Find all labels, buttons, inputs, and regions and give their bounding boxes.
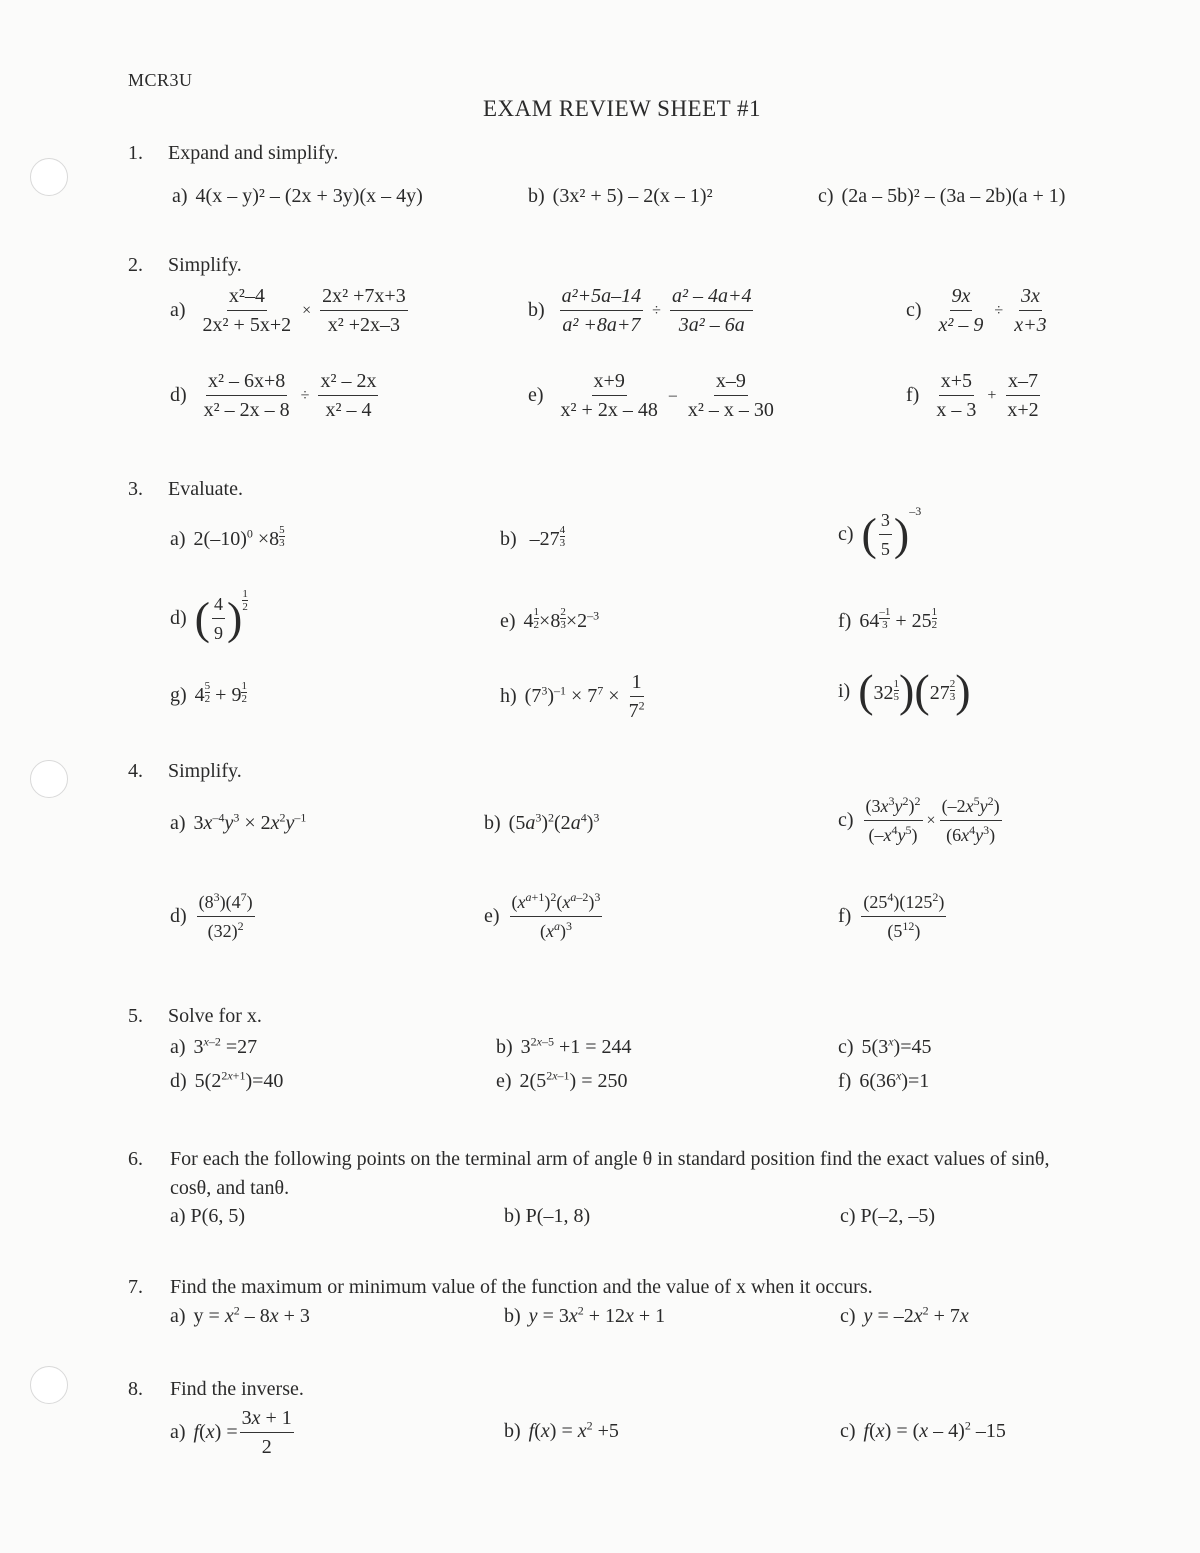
q3-d: d) ( $\frac{4}{9}$ ) $\frac{1}{2}$	[170, 588, 248, 644]
q1-c: c) (2a – 5b)² – (3a – 2b)(a + 1)	[818, 185, 1066, 207]
q6-a: a) P(6, 5)	[170, 1205, 245, 1227]
q5-c: c) $5(3^x)=45$	[838, 1034, 932, 1058]
q5-b: b) $3^{2x-5} +1 = 244$	[496, 1034, 632, 1058]
q2-c: c) $\frac{9x}{\text{x² – 9}}$ ÷ $\frac{3x}{x+3}$	[906, 282, 1051, 339]
fraction: $\frac{x-9}{\text{x² – x – 30}}$	[686, 367, 776, 424]
fraction: $\frac{\text{2x² +7x+3}}{\text{x² +2x–3}}$	[320, 282, 408, 339]
q3-i: i) (32 $\frac{1}{5}$ )(27 $\frac{2}{3}$ )	[838, 665, 971, 716]
q4-heading: 4. Simplify.	[128, 760, 242, 782]
q3-g: g) 4 $\frac{5}{2}$ + 9 $\frac{1}{2}$	[170, 680, 247, 706]
q2-f: f) $\frac{x+5}{x - 3}$ + $\frac{x-7}{x+2}$	[906, 367, 1043, 424]
page-title: EXAM REVIEW SHEET #1	[482, 96, 762, 121]
q3-f: f) 64 $\frac{-1}{3}$ + 25 $\frac{1}{2}$	[838, 606, 938, 632]
q3-c: c) ( $\frac{3}{5}$ )$^{-3}$	[838, 504, 922, 560]
fraction: $\frac{3x}{x+3}$	[1012, 282, 1048, 339]
q1-a: a) 4(x – y)² – (2x + 3y)(x – 4y)	[172, 185, 423, 207]
q6-block	[128, 1145, 1088, 1203]
fraction: $\frac{x-7}{x+2}$	[1005, 367, 1040, 424]
q3-a: a) $2(-10)^0 \times 8$ $\frac{5}{3}$	[170, 524, 285, 550]
q8-b: b) $f(x) = x^2 +5$	[504, 1418, 619, 1442]
q2-a: a) $\frac{\text{x²–4}}{\text{2x² + 5x+2}}$ × $\frac{\text{2x² +7x+3}}{\text{x² +2x–3}}$	[170, 282, 410, 339]
q3-b: b) –27 $\frac{4}{3}$	[500, 524, 566, 550]
q6-b: b) P(–1, 8)	[504, 1205, 591, 1227]
q2-e: e) $\frac{x+9}{\text{x² + 2x – 48}}$ – $\frac{x-9}{\text{x² – x – 30}}$	[528, 367, 778, 424]
q3-heading: 3. Evaluate.	[128, 478, 243, 500]
q4-c: c) $\frac{(3x^3y^2)^2}{(-x^4y^5)}$ × $\frac{(-2x^5y^2)}{(6x^4y^3)}$	[838, 794, 1000, 845]
q8-heading: 8. Find the inverse.	[128, 1378, 304, 1400]
fraction: $\frac{\text{a² – 4a+4}}{\text{3a² – 6a}}$	[670, 282, 754, 339]
q1-b: b) (3x² + 5) – 2(x – 1)²	[528, 185, 713, 207]
q1-heading: 1. Expand and simplify.	[128, 142, 339, 164]
fraction: $\frac{x+9}{\text{x² + 2x – 48}}$	[559, 367, 660, 424]
q5-e: e) $2(5^{2x-1}) = 250$	[496, 1068, 628, 1092]
q2-heading: 2. Simplify.	[128, 254, 242, 276]
q5-heading: 5. Solve for x.	[128, 1005, 262, 1027]
q3-e: e) 4 $\frac{1}{2}$ ×8 $\frac{2}{3}$ $\times 2^{-3}$	[500, 606, 600, 632]
q6-heading: 6. For each the following points on the terminal arm of angle θ in standard position find the exact values of sinθ, cosθ, and tanθ.	[128, 1148, 1050, 1199]
q5-d: d) $5(2^{2x+1})=40$	[170, 1068, 284, 1092]
q4-d: d) $\frac{(8^3)(4^7)}{(32)^2}$	[170, 890, 253, 941]
q7-b: b) $y = 3x^2 + 12x + 1$	[504, 1303, 666, 1327]
q7-c: c) $y = -2x^2 + 7x$	[840, 1303, 969, 1327]
q7-a: a) $y = x^2 - 8x + 3$	[170, 1303, 310, 1327]
q2-d: d) $\frac{\text{x² – 6x+8}}{\text{x² – 2x – 8}}$ ÷ $\frac{\text{x² – 2x}}{\text{x² – 4}}$	[170, 367, 380, 424]
fraction: $\frac{\text{x² – 6x+8}}{\text{x² – 2x – 8}}$	[202, 367, 292, 424]
q6-c: c) P(–2, –5)	[840, 1205, 935, 1227]
q4-e: e) $\frac{(x^{a+1})^2(x^{a-2})^3}{(x^a)^3}$	[484, 890, 601, 941]
q8-c: c) f(x) = (x – 4)$^2$ –15	[840, 1418, 1006, 1442]
fraction: $\frac{\text{x²–4}}{\text{2x² + 5x+2}}$	[201, 282, 294, 339]
fraction: $\frac{\text{a²+5a–14}}{\text{a² +8a+7}}$	[560, 282, 644, 339]
q2-b: b) $\frac{\text{a²+5a–14}}{\text{a² +8a+7}}$ ÷ $\frac{\text{a² – 4a+4}}{\text{3a² – 6a}}$	[528, 282, 755, 339]
q3-h: h) $(7^3)^{-1} \times 7^7$ × $\frac{1}{7^2}$	[500, 668, 649, 725]
fraction: $\frac{\text{x² – 2x}}{\text{x² – 4}}$	[318, 367, 378, 424]
q4-a: a) $3x^{-4}y^3 \times 2x^2y^{-1}$	[170, 810, 307, 834]
q4-b: b) $(5a^3)^2(2a^4)^3$	[484, 810, 600, 834]
punch-hole-bottom	[30, 1366, 68, 1404]
q8-a: a) f(x) = $\frac{3x + 1}{2}$	[170, 1404, 296, 1461]
fraction: $\frac{9x}{\text{x² – 9}}$	[937, 282, 986, 339]
punch-hole-top	[30, 158, 68, 196]
fraction: $\frac{x+5}{x - 3}$	[934, 367, 978, 424]
q5-f: f) $6(36^x)=1$	[838, 1068, 930, 1092]
q5-a: a) $3^{x-2} =27$	[170, 1034, 258, 1058]
q4-f: f) $\frac{(25^4)(125^2)}{(5^{12})}$	[838, 890, 945, 941]
course-code: MCR3U	[128, 70, 193, 90]
q7-heading: 7. Find the maximum or minimum value of the function and the value of x when it occurs.	[128, 1276, 873, 1298]
punch-hole-middle	[30, 760, 68, 798]
